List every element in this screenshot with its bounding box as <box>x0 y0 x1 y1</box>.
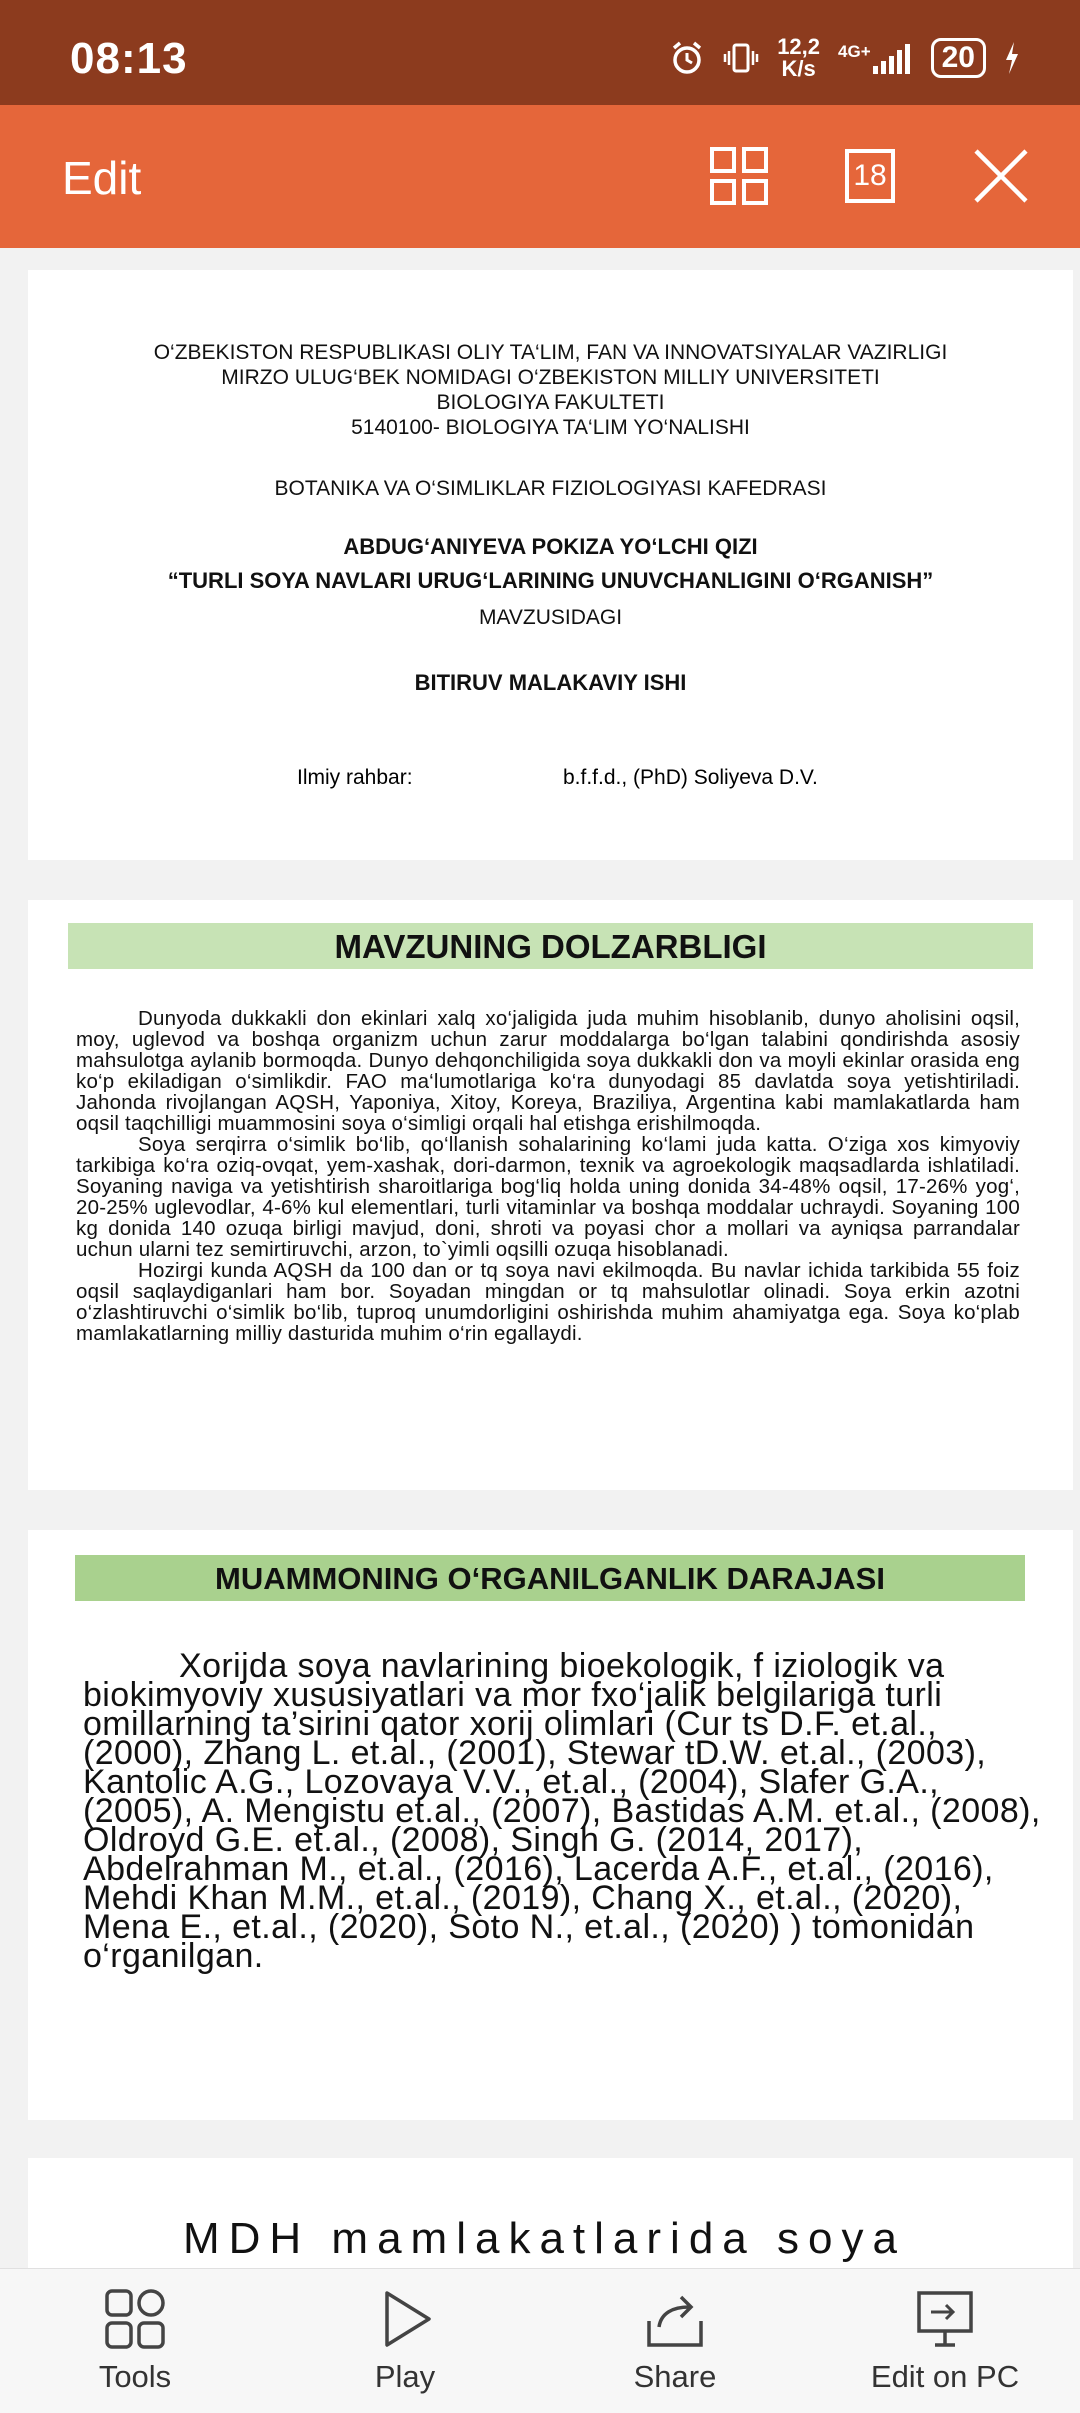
work-type: BITIRUV MALAKAVIY ISHI <box>414 670 687 695</box>
slide-body <box>76 1008 1020 1344</box>
alarm-icon <box>669 40 705 76</box>
signal-indicator <box>838 42 913 74</box>
edit-on-pc-label: Edit on PC <box>870 2359 1020 2394</box>
signal-icon <box>873 42 913 74</box>
paragraph: Dunyoda dukkakli don ekinlari xalq xo‘jaligida juda muhim hisoblanib, dunyo aholisini oqsil, moy, uglevod va boshqa organizm uchun zarur moddalarga bo‘lgan talabini qondirishda asosiy mahsulotga aylanib bormoqda. Dunyo dehqonchiligida soya dukkakli don va moyli ekinlar orasida eng ko‘p ekiladigan o‘simlikdir. FAO ma‘lumotlariga ko‘ra dunyodagi 85 davlatda soya yetishtiriladi. Jahonda rivojlangan AQSH, Yaponiya, Xitoy, Koreya, Braziliya, Argentina kabi mamlakatlarda ham oqsil taqchilligi muammosini soya o‘simligi orqali hal etishga erishilmoqda. <box>76 1007 1020 1135</box>
page-count-button[interactable] <box>837 143 903 209</box>
slide-2[interactable] <box>28 900 1073 1490</box>
slide-4[interactable] <box>28 2158 1073 2268</box>
grid-view-button[interactable] <box>706 143 772 209</box>
network-type: 4G+ <box>838 42 871 61</box>
topic-suffix: MAVZUSIDAGI <box>478 606 623 629</box>
edit-button[interactable]: Edit <box>62 152 142 204</box>
page-count: 18 <box>845 149 895 203</box>
advisor-label: Ilmiy rahbar: <box>297 766 413 789</box>
bottom-toolbar <box>0 2268 1080 2413</box>
close-button[interactable] <box>968 143 1034 209</box>
paragraph: Soya serqirra o‘simlik bo‘lib, qo‘llanish sohalarining ko‘lami juda katta. O‘ziga xos kimyoviy tarkibiga ko‘ra oziq-ovqat, yem-xashak, dori-darmon, texnik va agroekologik maqsadlarda ishlatiladi. Soyaning naviga va yetishtirish sharoitlariga bog‘liq holda uning donida 34-48% oqsil, 17-26% yog‘, 20-25% uglevodlar, 4-6% kul elementlari, turli vitaminlar va boshqa moddalar uchraydi. Soyaning 100 kg donida 140 ozuqa birligi mavjud, doni, shroti va poyasi chor a mollari va ayniqsa parrandalar uchun ularni tez semirtiruvchi, arzon, to`yimli oqsilli ozuqa hisoblanadi. <box>76 1133 1020 1261</box>
slide-body <box>83 1647 1043 1975</box>
status-bar <box>0 0 1080 105</box>
grid-icon <box>706 143 772 209</box>
battery-level: 20 <box>931 38 986 78</box>
institution-block <box>28 340 1073 440</box>
tools-label: Tools <box>98 2359 172 2394</box>
share-icon <box>643 2287 707 2351</box>
play-label: Play <box>374 2359 436 2394</box>
slide-heading: MAVZUNING DOLZARBLIGI <box>68 923 1033 969</box>
edit-on-pc-button[interactable] <box>845 2287 1045 2395</box>
tools-button[interactable] <box>35 2287 235 2395</box>
faculty-line: BIOLOGIYA FAKULTETI <box>436 391 665 414</box>
author-line: ABDUG‘ANIYEVA POKIZA YO‘LCHI QIZI <box>343 534 758 559</box>
advisor-name: b.f.f.d., (PhD) Soliyeva D.V. <box>563 766 818 789</box>
vibrate-icon <box>723 40 759 76</box>
monitor-icon <box>913 2287 977 2351</box>
direction-line: 5140100- BIOLOGIYA TA‘LIM YO‘NALISHI <box>351 416 750 439</box>
department-line: BOTANIKA VA O‘SIMLIKLAR FIZIOLOGIYASI KAFEDRASI <box>274 477 827 500</box>
net-speed-value: 12,2 <box>777 34 821 59</box>
slide-heading: MDH mamlakatlarida soya <box>183 2214 906 2263</box>
topic-line: “TURLI SOYA NAVLARI URUG‘LARINING UNUVCHANLIGINI O‘RGANISH” <box>167 568 934 593</box>
tools-icon <box>103 2287 167 2351</box>
ministry-line: O‘ZBEKISTON RESPUBLIKASI OLIY TA‘LIM, FAN VA INNOVATSIYALAR VAZIRLIGI <box>153 341 948 364</box>
slide-1[interactable] <box>28 270 1073 860</box>
paragraph: Hozirgi kunda AQSH da 100 dan or tq soya navi ekilmoqda. Bu navlar ichida tarkibida 55 foiz oqsil saqlaydiganlari ham bor. Soyadan mingdan or tq mahsulotlar olinadi. Soya erkin azotni o‘zlashtiruvchi o‘simlik bo‘lib, tuproq unumdorligini oshirishda muhim ahamiyatga ega. Soya ko‘plab mamlakatlarning milliy dasturida muhim o‘rin egallaydi. <box>76 1259 1020 1345</box>
net-speed <box>777 36 820 80</box>
app-bar <box>0 105 1080 248</box>
university-line: MIRZO ULUG‘BEK NOMIDAGI O‘ZBEKISTON MILLIY UNIVERSITETI <box>221 366 880 389</box>
paragraph: Xorijda soya navlarining bioekologik, f iziologik va biokimyoviy xususiyatlari va mor fxo‘jalik belgilariga turli omillarning ta’sirini qator xorij olimlari (Cur ts D.F. et.al., (2000), Zhang L. et.al., (2001), Stewar tD.W. et.al., (2003), Kantolic A.G., Lozovaya V.V., et.al., (2004), Slafer G.A., (2005), A. Mengistu et.al., (2007), Bastidas A.M. et.al., (2008), Oldroyd G.E. et.al., (2008), Singh G. (2014, 2017), Abdelrahman M., et.al., (2016), Lacerda A.F., et.al., (2016), Mehdi Khan M.M., et.al., (2019), Chang X., et.al., (2020), Mena E., et.al., (2020), Soto N., et.al., (2020) ) tomonidan o‘rganilgan. <box>83 1647 1041 1975</box>
status-icons <box>669 36 1020 80</box>
charging-icon <box>1004 42 1020 74</box>
slides-scroll-area[interactable] <box>0 248 1080 2268</box>
slide-3[interactable] <box>28 1530 1073 2120</box>
net-speed-unit: K/s <box>781 56 816 81</box>
play-icon <box>373 2287 437 2351</box>
close-icon <box>968 143 1034 209</box>
slide-heading: MUAMMONING O‘RGANILGANLIK DARAJASI <box>75 1555 1025 1601</box>
play-button[interactable] <box>305 2287 505 2395</box>
share-label: Share <box>633 2359 717 2394</box>
status-time: 08:13 <box>70 34 188 83</box>
share-button[interactable] <box>575 2287 775 2395</box>
